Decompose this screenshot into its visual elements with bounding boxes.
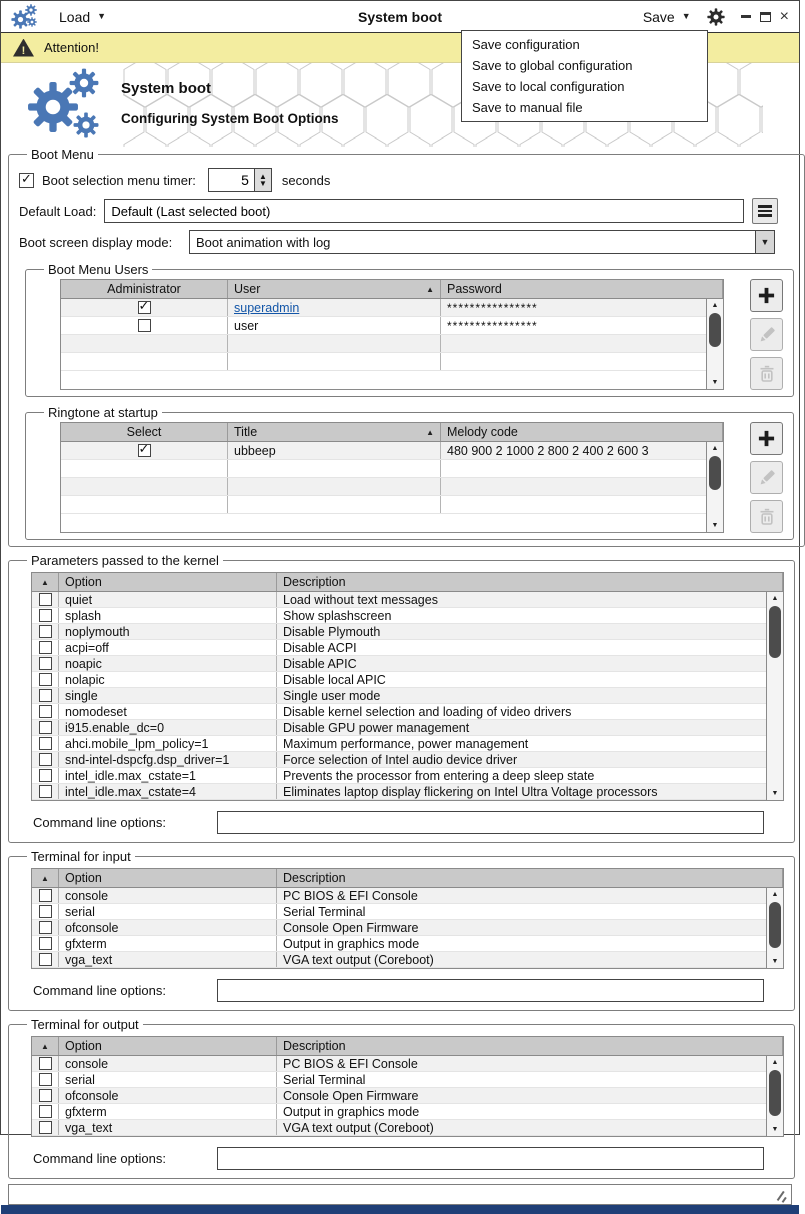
display-mode-value: Boot animation with log [196,234,331,250]
warning-icon [13,39,34,57]
empty-row [61,353,723,371]
description-cell: Serial Terminal [283,904,366,919]
option-cell: quiet [59,592,277,607]
menu-item-save-local[interactable]: Save to local configuration [472,79,625,94]
param-checkbox[interactable] [39,673,52,686]
column-header-description[interactable]: Description [277,869,783,887]
load-menu-button[interactable] [59,9,106,25]
spin-up-icon: ▲ [258,172,267,181]
column-header-password[interactable]: Password [441,280,723,298]
ringtone-row-ubbeep[interactable] [61,442,723,460]
scroll-down-icon[interactable]: ▼ [711,522,719,529]
scroll-thumb[interactable] [709,456,721,490]
gears-logo-icon [27,68,107,144]
ringtone-legend: Ringtone at startup [48,405,158,420]
column-header-melody[interactable]: Melody code [441,423,723,441]
param-checkbox[interactable] [39,689,52,702]
option-cell: vga_text [59,1120,277,1135]
column-header-title[interactable] [228,423,441,441]
edit-user-button[interactable] [750,318,783,351]
ringtone-section [25,405,794,540]
status-bar [8,1184,792,1205]
scroll-up-icon[interactable]: ▲ [711,302,719,309]
kernel-params-table [31,572,784,801]
terminal-checkbox[interactable] [39,889,52,902]
check-icon: ✓ [138,299,150,314]
column-header-option[interactable]: Option [59,573,277,591]
param-row[interactable] [32,784,783,800]
sort-asc-icon: ▲ [41,1041,49,1051]
ringtone-table [60,422,724,533]
option-cell: console [59,888,277,903]
description-cell: Console Open Firmware [283,920,419,935]
spin-down-icon: ▼ [258,179,267,188]
empty-row [61,460,723,478]
scroll-down-icon[interactable]: ▼ [711,379,719,386]
attention-label: Attention! [44,40,99,55]
add-user-button[interactable] [750,279,783,312]
terminal-checkbox[interactable] [39,1089,52,1102]
trash-icon [757,364,777,384]
user-cell: user [228,317,441,334]
param-row[interactable] [32,704,783,720]
terminal-checkbox[interactable] [39,937,52,950]
param-row[interactable] [32,608,783,624]
scroll-down-icon[interactable]: ▼ [771,958,779,965]
option-cell: splash [59,608,277,623]
terminal-input-section [8,849,795,1011]
option-cell: nolapic [59,672,277,687]
description-cell: Disable local APIC [283,672,386,687]
terminal-row[interactable] [32,1120,783,1136]
description-cell: VGA text output (Coreboot) [283,1120,434,1135]
description-cell: Output in graphics mode [283,1104,420,1119]
kernel-cmdline-input[interactable] [217,811,764,834]
select-checkbox[interactable] [138,444,151,457]
trash-icon [757,507,777,527]
column-header-description[interactable]: Description [277,1037,783,1055]
menu-item-save-configuration[interactable]: Save configuration [472,37,580,52]
boot-menu-users-legend: Boot Menu Users [48,262,149,277]
param-row[interactable] [32,672,783,688]
option-cell: noapic [59,656,277,671]
melody-cell: 480 900 2 1000 2 800 2 400 2 600 3 [447,443,649,458]
terminal-checkbox[interactable] [39,1121,52,1134]
chevron-down-icon: ▼ [755,231,774,253]
option-cell: gfxterm [59,936,277,951]
save-menu-label: Save [642,8,675,25]
column-header-sort[interactable] [32,573,59,591]
description-cell: Maximum performance, power management [283,736,529,751]
param-checkbox[interactable] [39,737,52,750]
timer-label: Boot selection menu timer: [42,172,196,188]
param-checkbox[interactable] [39,641,52,654]
description-cell: VGA text output (Coreboot) [283,952,434,967]
column-header-user-label: User [234,282,261,296]
chevron-down-icon: ▼ [97,11,107,21]
edit-ringtone-button[interactable] [750,461,783,494]
option-cell: serial [59,904,277,919]
column-header-option[interactable]: Option [59,1037,277,1055]
description-cell: Single user mode [283,688,381,703]
users-table-scrollbar[interactable] [706,299,723,389]
option-cell: gfxterm [59,1104,277,1119]
title-bar [1,1,799,33]
option-cell: snd-intel-dspcfg.dsp_driver=1 [59,752,277,767]
timer-input[interactable] [209,169,254,191]
default-load-input[interactable] [104,199,744,223]
scroll-thumb[interactable] [769,1070,781,1116]
column-header-user[interactable] [228,280,441,298]
option-cell: console [59,1056,277,1071]
option-cell: nomodeset [59,704,277,719]
cmdline-label: Command line options: [33,1151,166,1166]
boot-menu-legend: Boot Menu [31,147,94,162]
column-header-sort[interactable] [32,869,59,887]
description-cell: PC BIOS & EFI Console [283,888,418,903]
pencil-icon [757,468,777,488]
scroll-thumb[interactable] [709,313,721,347]
delete-ringtone-button[interactable] [750,500,783,533]
description-cell: Disable APIC [283,656,357,671]
description-cell: Serial Terminal [283,1072,366,1087]
param-row[interactable] [32,752,783,768]
param-checkbox[interactable] [39,785,52,798]
terminal-input-header [32,869,783,888]
sort-asc-icon: ▲ [426,284,434,294]
terminal-checkbox[interactable] [39,921,52,934]
resize-grip-icon[interactable] [773,1188,787,1202]
column-header-description[interactable]: Description [277,573,783,591]
pencil-icon [757,325,777,345]
scroll-thumb[interactable] [769,902,781,948]
page-subtitle: Configuring System Boot Options [121,111,339,126]
option-cell: vga_text [59,952,277,967]
option-cell: noplymouth [59,624,277,639]
option-cell: intel_idle.max_cstate=1 [59,768,277,783]
scroll-down-icon[interactable]: ▼ [771,790,779,797]
check-icon: ✓ [138,442,150,457]
option-cell: single [59,688,277,703]
check-icon: ✓ [21,171,32,187]
user-row-user[interactable] [61,317,723,335]
description-cell: Load without text messages [283,592,438,607]
description-cell: Console Open Firmware [283,1088,419,1103]
param-row[interactable] [32,736,783,752]
scroll-down-icon[interactable]: ▼ [771,1126,779,1133]
terminal-checkbox[interactable] [39,953,52,966]
terminal-input-legend: Terminal for input [31,849,131,864]
password-cell: **************** [447,318,538,333]
delete-user-button[interactable] [750,357,783,390]
terminal-row[interactable] [32,1056,783,1072]
terminal-row[interactable] [32,1088,783,1104]
description-cell: Prevents the processor from entering a deep sleep state [283,768,595,783]
terminal-output-cmdline-input[interactable] [217,1147,764,1170]
terminal-checkbox[interactable] [39,905,52,918]
param-checkbox[interactable] [39,609,52,622]
terminal-input-cmdline-input[interactable] [217,979,764,1002]
sort-asc-icon: ▲ [426,427,434,437]
param-checkbox[interactable] [39,721,52,734]
description-cell: Force selection of Intel audio device driver [283,752,518,767]
ringtone-table-header [61,423,723,442]
close-button[interactable]: × [779,7,789,25]
scroll-up-icon[interactable]: ▲ [711,445,719,452]
option-cell: serial [59,1072,277,1087]
user-link[interactable]: superadmin [234,300,300,315]
description-cell: Eliminates laptop display flickering on Intel Ultra Voltage processors [283,784,658,799]
description-cell: Show splashscreen [283,608,392,623]
timer-checkbox[interactable] [19,173,34,188]
description-cell: Disable GPU power management [283,720,470,735]
sort-asc-icon: ▲ [41,873,49,883]
option-cell: i915.enable_dc=0 [59,720,277,735]
boot-menu-users-table [60,279,724,390]
terminal-row[interactable] [32,1072,783,1088]
display-mode-label: Boot screen display mode: [19,234,173,250]
timer-unit-label: seconds [281,172,331,188]
param-checkbox[interactable] [39,753,52,766]
option-cell: intel_idle.max_cstate=4 [59,784,277,799]
minimize-button[interactable] [741,15,751,18]
maximize-button[interactable] [760,12,771,22]
option-cell: ahci.mobile_lpm_policy=1 [59,736,277,751]
terminal-checkbox[interactable] [39,1057,52,1070]
spinner-buttons[interactable] [254,169,271,191]
description-cell: Disable ACPI [283,640,357,655]
timer-spinner [208,168,272,192]
empty-row [61,335,723,353]
terminal-output-legend: Terminal for output [31,1017,139,1032]
terminal-input-table [31,868,784,969]
app-logo-gears-icon [11,4,43,30]
display-mode-select[interactable] [189,230,775,254]
admin-checkbox[interactable] [138,301,151,314]
param-row[interactable] [32,640,783,656]
cmdline-label: Command line options: [33,983,166,998]
column-header-sort[interactable] [32,1037,59,1055]
scroll-up-icon[interactable]: ▲ [771,891,779,898]
terminal-output-section [8,1017,795,1179]
terminal-output-table [31,1036,784,1137]
empty-row [61,496,723,514]
param-checkbox[interactable] [39,769,52,782]
kernel-table-header [32,573,783,592]
terminal-input-scrollbar[interactable] [766,888,783,968]
column-header-title-label: Title [234,425,258,439]
menu-item-save-global[interactable]: Save to global configuration [472,58,633,73]
ringtone-table-scrollbar[interactable] [706,442,723,532]
kernel-params-section [8,553,795,843]
column-header-option[interactable]: Option [59,869,277,887]
terminal-checkbox[interactable] [39,1105,52,1118]
param-row[interactable] [32,624,783,640]
default-load-menu-button[interactable] [752,198,778,224]
kernel-table-scrollbar[interactable] [766,592,783,800]
save-menu-button[interactable] [643,9,691,25]
load-menu-label: Load [59,8,91,25]
cmdline-label: Command line options: [33,815,166,830]
scroll-thumb[interactable] [769,606,781,658]
terminal-output-scrollbar[interactable] [766,1056,783,1136]
menu-item-save-manual-file[interactable]: Save to manual file [472,100,583,115]
scroll-up-icon[interactable]: ▲ [771,1059,779,1066]
terminal-output-header [32,1037,783,1056]
option-cell: ofconsole [59,920,277,935]
window-title: System boot [357,8,442,25]
user-row-superadmin[interactable] [61,299,723,317]
page-title: System boot [121,80,212,97]
param-row[interactable] [32,656,783,672]
description-cell: Disable Plymouth [283,624,381,639]
users-table-header [61,280,723,299]
scroll-up-icon[interactable]: ▲ [771,595,779,602]
settings-gear-icon[interactable] [707,8,725,26]
description-cell: PC BIOS & EFI Console [283,1056,418,1071]
param-checkbox[interactable] [39,657,52,670]
save-dropdown-menu [461,30,708,122]
terminal-row[interactable] [32,920,783,936]
password-cell: **************** [447,300,538,315]
terminal-row[interactable] [32,904,783,920]
param-row[interactable] [32,720,783,736]
param-row[interactable] [32,688,783,704]
plus-icon [757,429,776,448]
param-checkbox[interactable] [39,593,52,606]
title-cell: ubbeep [228,442,441,459]
param-checkbox[interactable] [39,625,52,638]
add-ringtone-button[interactable] [750,422,783,455]
boot-menu-section [8,147,805,547]
param-checkbox[interactable] [39,705,52,718]
kernel-params-legend: Parameters passed to the kernel [31,553,219,568]
description-cell: Disable kernel selection and loading of video drivers [283,704,572,719]
bottom-bar [1,1205,799,1214]
chevron-down-icon: ▼ [681,11,691,21]
terminal-row[interactable] [32,888,783,904]
column-header-select[interactable]: Select [61,423,228,441]
boot-menu-users-section [25,262,794,397]
column-header-administrator[interactable]: Administrator [61,280,228,298]
plus-icon [757,286,776,305]
terminal-row[interactable] [32,1104,783,1120]
terminal-checkbox[interactable] [39,1073,52,1086]
option-cell: acpi=off [59,640,277,655]
empty-row [61,478,723,496]
sort-asc-icon: ▲ [41,577,49,587]
description-cell: Output in graphics mode [283,936,420,951]
param-row[interactable] [32,592,783,608]
admin-checkbox[interactable] [138,319,151,332]
param-row[interactable] [32,768,783,784]
default-load-label: Default Load: [19,203,97,219]
terminal-row[interactable] [32,952,783,968]
terminal-row[interactable] [32,936,783,952]
option-cell: ofconsole [59,1088,277,1103]
